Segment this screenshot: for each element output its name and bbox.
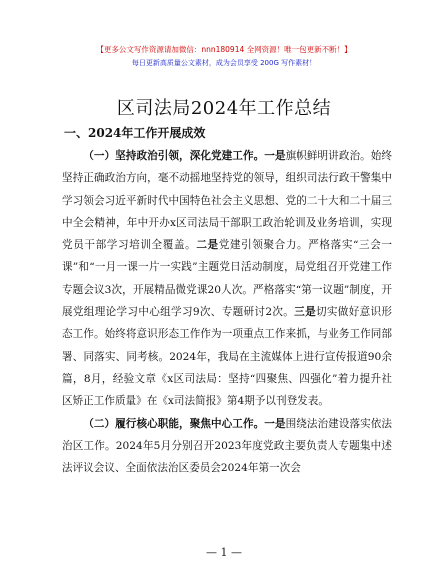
paragraph-party-building (62, 145, 392, 413)
paragraph-lead: （二）履行核心职能，聚焦中心工作。 (83, 417, 265, 430)
point-label: 一是 (264, 417, 286, 430)
point-text: 党建引领聚合力。严格落实“三会一课”和“一月一课一片一实践”主题党日活动制度，局党组召开党建工作专题会议3次，开展精品微党课20人次。严格落实“第一议题”制度，开展党组理论学习中心组学习9次、专题研讨2次。 (62, 239, 393, 319)
point-label: 三是 (294, 306, 316, 319)
paragraph-core-functions (62, 413, 392, 480)
point-text: 旗帜鲜明讲政治。始终坚持正确政治方向，毫不动摇地坚持党的领导，组织司法行政干警集中学习领会习近平新时代中国特色社会主义思想、党的二十大和二十届三中全会精神，年中开办x区司法局干部职工政治轮训及业务培训，实现党员干部学习培训全覆盖。 (62, 150, 393, 252)
page-number: — 1 — (206, 546, 242, 559)
section-heading: 一、2024年工作开展成效 (64, 126, 206, 140)
point-text: 围绕法治建设落实依法治区工作。2024年5月分别召开2023年度党政主要负责人专题集中述法评议会议、全面依法治区委员会2024年第一次会 (62, 417, 393, 475)
promo-banner-red: 【更多公文写作资源请加微信：nnn180914 全网资源！唯一包更新不断！】 (96, 45, 352, 54)
point-label: 一是 (264, 150, 286, 162)
paragraph-lead: （一）坚持政治引领，深化党建工作。 (83, 150, 265, 162)
document-body (62, 145, 392, 479)
point-text: 切实做好意识形态工作。始终将意识形态工作作为一项重点工作来抓，与业务工作同部署、同落实、同考核。2024年，我局在主流媒体上进行宣传报道90余篇，8月，经验文章《x区司法局：坚持“四聚焦、四强化”着力提升社区矫正工作质量》在《x司法简报》第4期予以刊登发表。 (62, 306, 392, 408)
point-label: 二是 (196, 239, 219, 252)
promo-banner-blue: 每日更新高质量公文素材，成为会员享受 200G 写作素材！ (131, 59, 317, 67)
document-title: 区司法局2024年工作总结 (116, 98, 332, 119)
